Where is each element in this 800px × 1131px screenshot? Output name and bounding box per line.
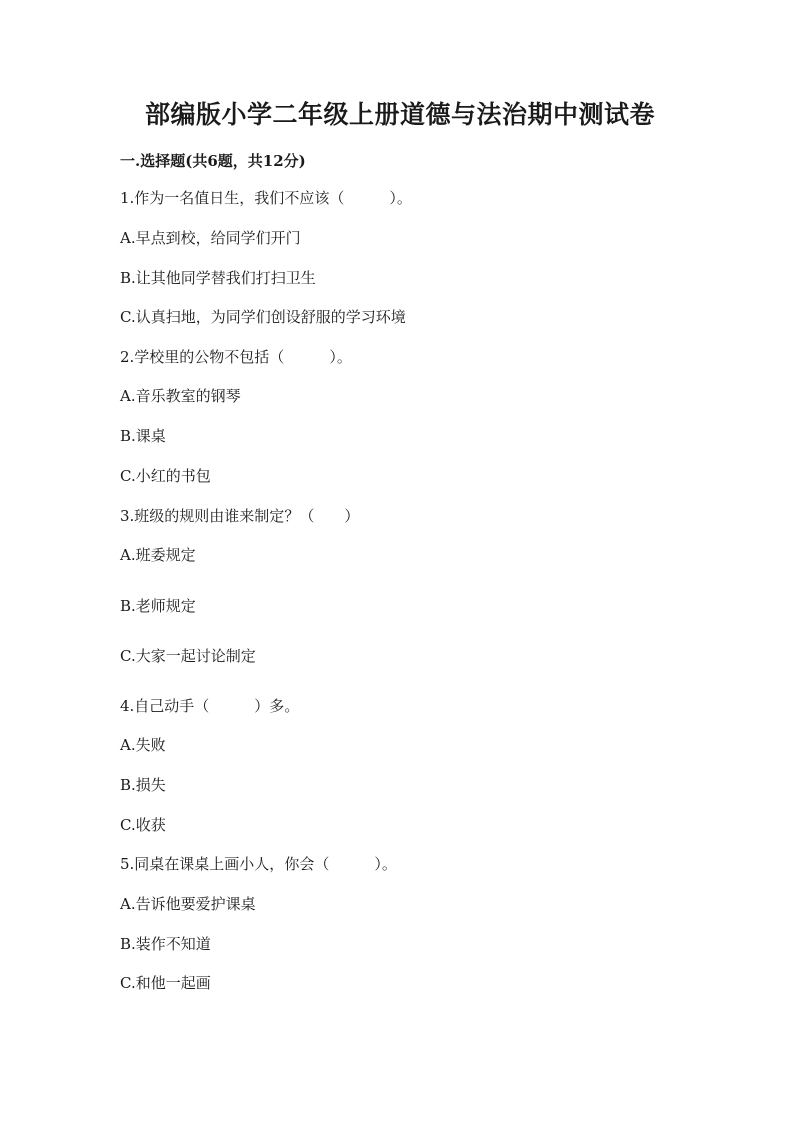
option-b: B.老师规定 [120, 597, 196, 615]
option-c: C.认真扫地，为同学们创设舒服的学习环境 [120, 308, 406, 326]
question-stem: 5.同桌在课桌上画小人，你会（ ）。 [120, 855, 397, 873]
option-b: B.让其他同学替我们打扫卫生 [120, 269, 316, 287]
option-a: A.早点到校，给同学们开门 [120, 229, 301, 247]
question-stem: 2.学校里的公物不包括（ ）。 [120, 348, 352, 366]
page-title: 部编版小学二年级上册道德与法治期中测试卷 [144, 100, 655, 129]
option-c: C.小红的书包 [120, 467, 211, 485]
question-stem: 4.自己动手（ ）多。 [120, 697, 300, 715]
option-b: B.课桌 [120, 427, 166, 445]
option-a: A.失败 [120, 736, 166, 754]
section-header: 一.选择题(共6题，共12分) [120, 152, 306, 170]
option-c: C.和他一起画 [120, 974, 211, 992]
option-a: A.班委规定 [120, 546, 196, 564]
option-c: C.收获 [120, 816, 166, 834]
option-b: B.损失 [120, 776, 166, 794]
option-a: A.音乐教室的钢琴 [120, 387, 241, 405]
option-b: B.装作不知道 [120, 935, 211, 953]
option-c: C.大家一起讨论制定 [120, 647, 256, 665]
question-stem: 3.班级的规则由谁来制定？（ ） [120, 507, 360, 525]
option-a: A.告诉他要爱护课桌 [120, 895, 256, 913]
question-stem: 1.作为一名值日生，我们不应该（ ）。 [120, 189, 412, 207]
